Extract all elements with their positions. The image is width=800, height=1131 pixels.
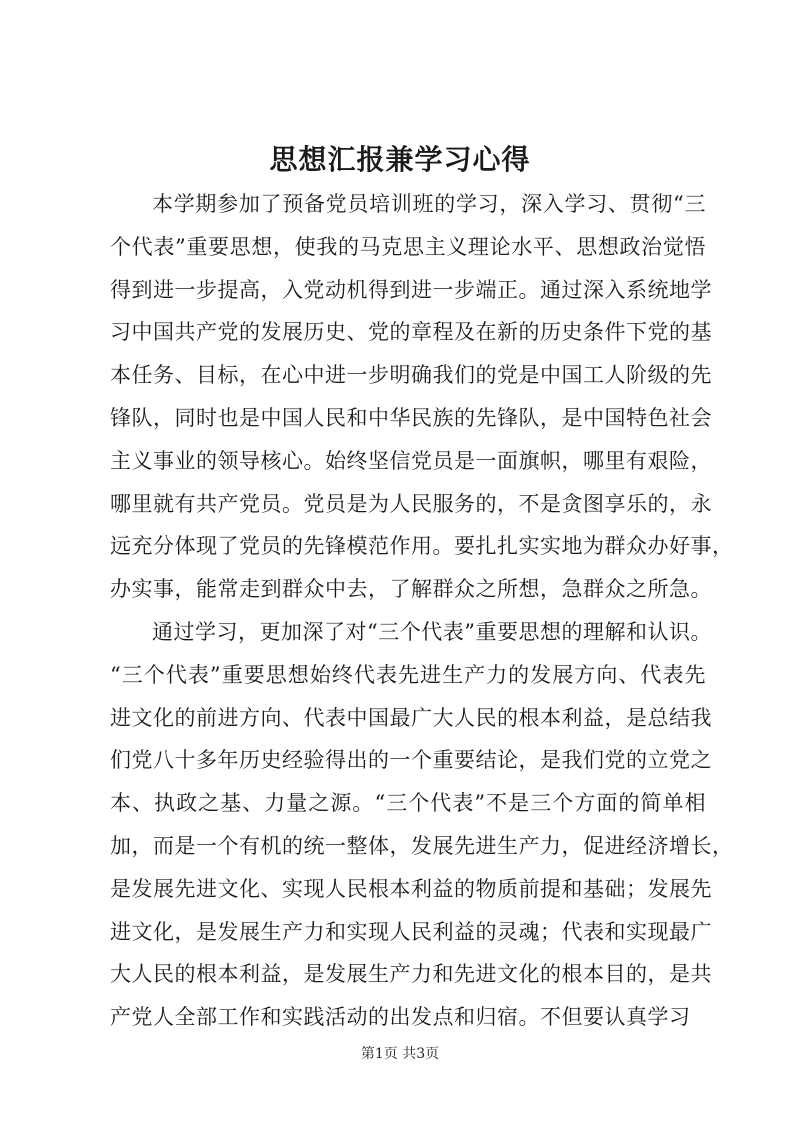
text-line: 锋队，同时也是中国人民和中华民族的先锋队，是中国特色社会 [110,405,712,430]
text-line: 办实事，能常走到群众中去，了解群众之所想，急群众之所急。 [110,577,712,602]
text-line: 加，而是一个有机的统一整体，发展先进生产力，促进经济增长， [110,833,734,858]
text-line: 进文化的前进方向、代表中国最广大人民的根本利益，是总结我 [110,705,712,730]
text-line: 哪里就有共产党员。党员是为人民服务的，不是贪图享乐的，永 [110,491,712,516]
text-line: 习中国共产党的发展历史、党的章程及在新的历史条件下党的基 [110,320,712,345]
text-line: 大人民的根本利益，是发展生产力和先进文化的根本目的，是共 [110,962,712,987]
text-line: 们党八十多年历史经验得出的一个重要结论，是我们党的立党之 [110,748,712,773]
text-line: 本学期参加了预备党员培训班的学习，深入学习、贯彻“三 [152,192,706,216]
text-line: 通过学习，更加深了对“三个代表”重要思想的理解和认识。 [152,619,712,644]
text-line: 个代表”重要思想，使我的马克思主义理论水平、思想政治觉悟 [110,234,706,259]
text-line: 产党人全部工作和实践活动的出发点和归宿。不但要认真学习 [110,1005,691,1030]
text-line: 远充分体现了党员的先锋模范作用。要扎扎实实地为群众办好事， [110,534,734,559]
text-line: 进文化，是发展生产力和实现人民利益的灵魂；代表和实现最广 [110,919,712,944]
page-footer: 第1页 共3页 [360,1046,440,1062]
text-line: 是发展先进文化、实现人民根本利益的物质前提和基础；发展先 [110,876,712,901]
text-line: 主义事业的领导核心。始终坚信党员是一面旗帜，哪里有艰险， [110,448,712,473]
text-line: 得到进一步提高，入党动机得到进一步端正。通过深入系统地学 [110,277,712,302]
document-body [110,183,734,1039]
text-line: 本、执政之基、力量之源。“三个代表”不是三个方面的简单相 [110,791,706,816]
document-title: 思想汇报兼学习心得 [269,143,531,176]
text-line: “三个代表”重要思想始终代表先进生产力的发展方向、代表先 [110,662,706,687]
text-line: 本任务、目标，在心中进一步明确我们的党是中国工人阶级的先 [110,363,712,388]
